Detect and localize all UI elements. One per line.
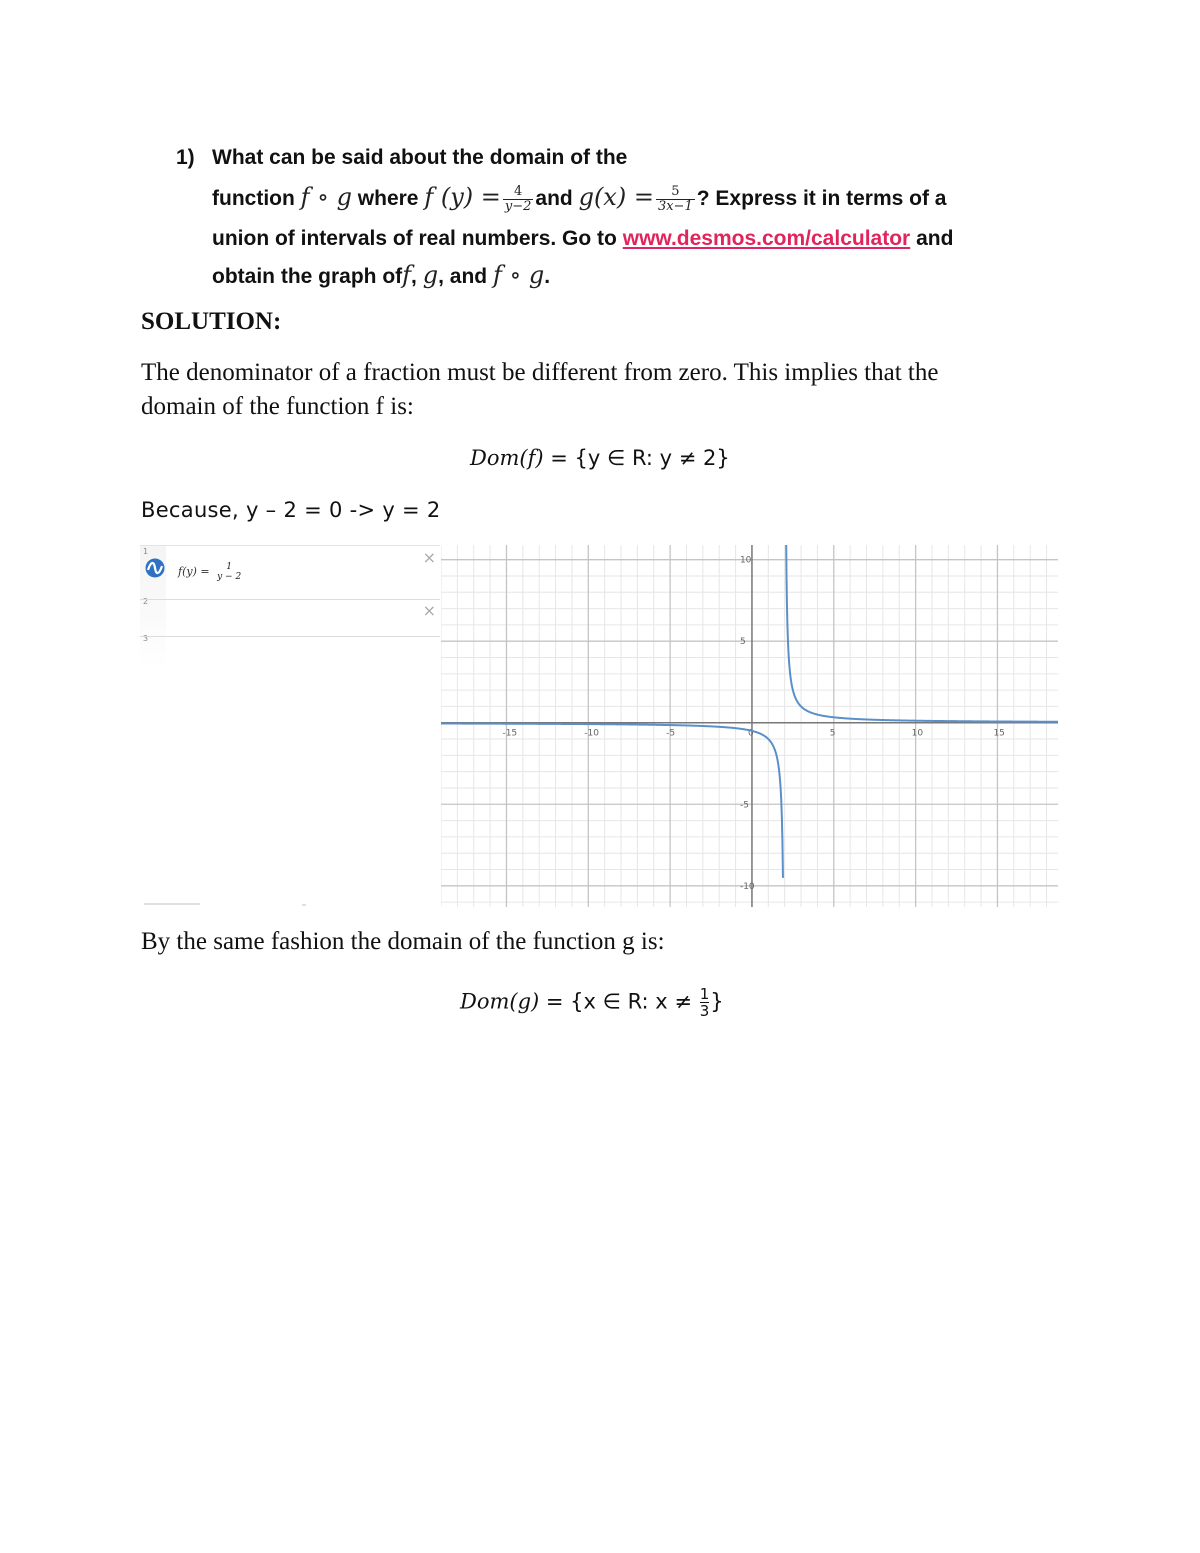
expression-numerator: 1 — [226, 562, 232, 572]
dom-f-equation — [470, 446, 730, 470]
f-denominator: y−2 — [504, 198, 532, 214]
f-numerator: 4 — [513, 183, 523, 199]
expression-row-2[interactable] — [140, 599, 440, 637]
x-tick-label: 5 — [829, 728, 836, 739]
comma: , — [411, 265, 417, 288]
period: . — [544, 265, 551, 288]
because-line: Because, y – 2 = 0 -> y = 2 — [141, 498, 441, 522]
function-word: function — [212, 187, 295, 210]
g-symbol: g — [422, 261, 439, 289]
fog-symbol-2: f ∘ g — [492, 261, 545, 289]
line3-suffix: and — [916, 227, 954, 250]
line3-prefix: union of intervals of real numbers. Go to — [212, 227, 617, 250]
and-with-comma: , and — [438, 265, 488, 288]
question-line-3 — [212, 227, 953, 251]
question-number: 1) — [176, 146, 195, 169]
x-tick-label: 15 — [993, 728, 1005, 739]
x-tick-label: 0 — [747, 728, 754, 739]
dom-g-fraction — [700, 986, 710, 1019]
x-tick-label: -10 — [584, 728, 599, 739]
row-number-1: 1 — [143, 547, 149, 556]
question-line-2 — [212, 183, 946, 214]
solution-para2: By the same fashion the domain of the function g is: — [141, 928, 665, 955]
dom-g-numerator: 1 — [699, 985, 710, 1003]
expression-fraction — [215, 562, 243, 582]
panel-footer-line — [144, 903, 200, 905]
solution-para1-line2: domain of the function f is: — [141, 393, 414, 420]
row-number-2: 2 — [143, 597, 149, 606]
x-tick-label: -5 — [666, 728, 676, 739]
dom-g-set-prefix: = {x ∈ R: x ≠ — [539, 989, 699, 1014]
dom-g-label: Dom(g) — [460, 989, 540, 1014]
desmos-expression-panel — [140, 545, 440, 907]
solution-heading: SOLUTION: — [141, 308, 282, 335]
y-tick-label: 10 — [739, 555, 752, 566]
f-definition-lhs: f (y) = — [424, 183, 501, 211]
expression-row-1[interactable] — [140, 545, 440, 600]
dom-g-denominator: 3 — [699, 1002, 710, 1020]
where-word: where — [357, 187, 419, 210]
y-tick-label: 5 — [739, 637, 746, 648]
dom-g-equation — [460, 986, 724, 1019]
expression-denominator: y − 2 — [217, 572, 242, 582]
f-symbol: f — [402, 261, 412, 289]
desmos-curve-icon[interactable] — [145, 558, 165, 578]
x-tick-label: 10 — [911, 728, 924, 739]
fog-symbol: f ∘ g — [300, 183, 352, 211]
dom-f-label: Dom(f) — [470, 446, 544, 470]
f-fraction — [503, 185, 534, 214]
desmos-graph[interactable] — [441, 545, 1058, 907]
and-word: and — [535, 187, 573, 210]
y-tick-label: -5 — [739, 800, 749, 811]
expression-lhs: f(y) = — [178, 565, 210, 578]
question-line-1: What can be said about the domain of the — [212, 146, 628, 169]
g-definition-lhs: g(x) = — [578, 183, 654, 211]
question-line-4 — [212, 261, 550, 289]
panel-footer-mark — [302, 904, 306, 906]
g-denominator: 3x−1 — [657, 198, 693, 214]
row-number-3: 3 — [143, 634, 149, 643]
desmos-link[interactable]: www.desmos.com/calculator — [622, 227, 911, 250]
line4-prefix: obtain the graph of — [212, 265, 403, 288]
g-fraction — [656, 185, 695, 214]
g-numerator: 5 — [671, 183, 680, 199]
close-icon[interactable]: × — [422, 601, 436, 620]
close-icon[interactable]: × — [422, 548, 436, 567]
y-tick-label: -10 — [739, 881, 755, 892]
x-tick-label: -15 — [502, 728, 518, 739]
expression-f[interactable] — [178, 562, 245, 582]
dom-f-set: = {y ∈ R: y ≠ 2} — [543, 446, 730, 470]
dom-g-close: } — [710, 989, 724, 1014]
express-text: ? Express it in terms of a — [696, 187, 947, 210]
solution-para1-line1: The denominator of a fraction must be different from zero. This implies that the — [141, 359, 939, 386]
